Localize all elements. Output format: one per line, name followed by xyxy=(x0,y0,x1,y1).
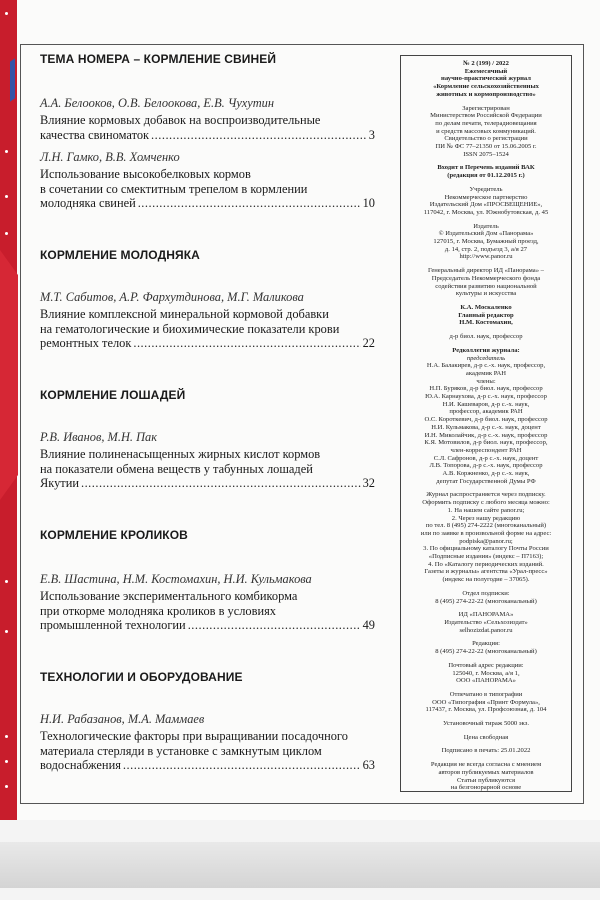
imprint-line: «Кормление сельскохозяйственных xyxy=(433,83,539,91)
entry-leader xyxy=(40,196,375,211)
imprint-line: 127015, г. Москва, Бумажный проезд, xyxy=(433,238,539,246)
imprint-line: ООО «Типография «Принт Формула», xyxy=(432,698,540,706)
imprint-line: Редакция не всегда согласна с мнением xyxy=(430,761,542,769)
edge-dot xyxy=(5,760,8,763)
imprint-line: Редколлегия журнала: xyxy=(452,346,520,354)
entry-leader xyxy=(40,618,375,633)
imprint-line: ISSN 2075–1524 xyxy=(463,150,509,158)
entry-title-line: ремонтных телок xyxy=(40,336,132,351)
entry-authors: Р.В. Иванов, М.Н. Пак xyxy=(40,430,158,444)
entry-authors: Л.Н. Гамко, В.В. Хомченко xyxy=(40,150,180,164)
imprint-block xyxy=(404,747,568,755)
imprint-line: «Подписные издания» (индекс – П7163); xyxy=(428,553,544,561)
entry-leader xyxy=(40,758,375,773)
imprint-line: по тел. 8 (495) 274-2222 (многоканальный) xyxy=(425,522,547,530)
entry-title-line: Использование экспериментального комбикорма xyxy=(40,588,298,603)
imprint-line: К.Я. Мотовилов, д-р биол. наук, профессор, xyxy=(424,439,548,447)
imprint-line: С.Л. Сафронов, д-р с.-х. наук, доцент xyxy=(433,454,539,462)
imprint-block xyxy=(404,590,568,605)
imprint-line: или по заявке в произвольной форме на адрес: xyxy=(420,529,552,537)
section-title: КОРМЛЕНИЕ КРОЛИКОВ xyxy=(40,528,188,542)
imprint-line: Председатель Некоммерческого фонда xyxy=(431,274,541,282)
imprint-line: И.Н. Миколайчик, д-р с.-х. наук, профессор xyxy=(424,431,548,439)
entry-authors: Н.И. Рабазанов, М.А. Маммаев xyxy=(40,712,205,726)
imprint-line: животных и кормопроизводство» xyxy=(436,90,536,98)
imprint-line: Свидетельство о регистрации xyxy=(444,135,528,143)
imprint-line: Отдел подписки: xyxy=(462,589,510,597)
imprint-block xyxy=(404,720,568,728)
imprint-line: Отпечатано в типографии xyxy=(449,690,523,698)
toc-entry[interactable] xyxy=(40,430,375,491)
imprint-line: 8 (495) 274-22-22 (многоканальный) xyxy=(435,597,537,605)
entry-title-line: Использование высокобелковых кормов xyxy=(40,166,251,181)
imprint-line: Некоммерческое партнерство xyxy=(444,193,528,201)
imprint-line: selhozizdat.panor.ru xyxy=(459,626,513,634)
imprint-line: 3. По официальному каталогу Почты России xyxy=(423,545,549,553)
imprint-line: Цена свободная xyxy=(463,733,509,741)
imprint-line: депутат Государственной Думы РФ xyxy=(436,477,536,485)
imprint-block xyxy=(404,267,568,298)
edge-dot xyxy=(5,785,8,788)
imprint-line: Н.А. Балакирев, д-р с.-х. наук, профессор, xyxy=(426,362,546,370)
section-title: КОРМЛЕНИЕ ЛОШАДЕЙ xyxy=(40,388,186,402)
imprint-line: Л.В. Топорова, д-р с.-х. наук, профессор xyxy=(429,462,543,470)
imprint-line: содействия развитию национальной xyxy=(435,282,537,290)
imprint-block xyxy=(404,761,568,776)
entry-authors: М.Т. Сабитов, А.Р. Фархутдинова, М.Г. Маликова xyxy=(40,290,304,304)
imprint-line: Ю.А. Карнаухова, д-р с.-х. наук, профессор xyxy=(425,393,547,401)
imprint-line: и средств массовых коммуникаций. xyxy=(436,127,536,135)
imprint-block xyxy=(404,662,568,685)
imprint-line: Н.И. Кашеваров, д-р с.-х. наук, xyxy=(442,400,530,408)
entry-authors: А.А. Белооков, О.В. Белоокова, Е.В. Чухутин xyxy=(40,96,275,110)
imprint-line: Н.М. Костомахин, xyxy=(459,319,513,327)
entry-title-line: в сочетании со смектитным трепелом в кормлении xyxy=(40,181,308,196)
entry-leader xyxy=(40,476,375,491)
edge-dot xyxy=(5,12,8,15)
imprint-line: члены: xyxy=(476,377,496,385)
edge-dot xyxy=(5,580,8,583)
page-number: 3 xyxy=(368,127,375,142)
imprint-line: на безгонорарной основе xyxy=(450,784,522,792)
imprint-block xyxy=(404,312,568,327)
imprint-line: Н.И. Кульмакова, д-р с.-х. наук, доцент xyxy=(431,423,541,431)
imprint-line: 1. На нашем сайте panor.ru; xyxy=(447,506,525,514)
imprint-line: ООО «ПАНОРАМА» xyxy=(456,677,516,685)
imprint-block xyxy=(404,777,568,792)
imprint-line: Газеты и журналы» агентства «Урал-пресс» xyxy=(424,568,548,576)
imprint-line: © Издательский Дом «Панорама» xyxy=(438,230,534,238)
imprint-block xyxy=(404,734,568,742)
imprint-line: (индекс на полугодие – 37065). xyxy=(442,576,530,584)
entry-title-line: на гематологические и биохимические показатели крови xyxy=(40,321,340,336)
entry-title-line: Влияние полиненасыщенных жирных кислот кормов xyxy=(40,446,321,461)
scan-shadow xyxy=(0,842,600,888)
toc-entry[interactable] xyxy=(40,96,375,142)
entry-title-line: промышленной технологии xyxy=(40,618,186,633)
imprint-block xyxy=(404,164,568,179)
entry-title-line: на показатели обмена веществ у табунных лошадей xyxy=(40,461,313,476)
imprint-line: Оформить подписку с любого месяца можно: xyxy=(422,499,550,507)
edge-dot xyxy=(5,735,8,738)
imprint-block xyxy=(404,640,568,655)
imprint-line: Статьи публикуются xyxy=(456,776,515,784)
imprint-line: 8 (495) 274-22-22 (многоканальный) xyxy=(435,648,537,656)
imprint-line: Ежемесячный xyxy=(464,67,508,75)
imprint-line: академик РАН xyxy=(465,369,507,377)
imprint-line: Издательство «Сельхозиздат» xyxy=(444,619,528,626)
imprint-line: д-р биол. наук, профессор xyxy=(449,333,523,341)
imprint-line: член-корреспондент РАН xyxy=(450,446,522,454)
imprint-line: Зарегистрирован xyxy=(462,104,510,112)
imprint-block xyxy=(404,223,568,262)
entry-title-line: материала стерляди в установке с замкнутым циклом xyxy=(40,743,322,758)
imprint-line: Главный редактор xyxy=(458,311,514,319)
section-title: ТЕМА НОМЕРА – КОРМЛЕНИЕ СВИНЕЙ xyxy=(40,52,277,66)
toc-entry[interactable] xyxy=(40,712,375,773)
entry-leader xyxy=(40,128,375,143)
toc-entry[interactable] xyxy=(40,572,375,633)
page-number: 49 xyxy=(362,618,375,633)
imprint-line: д. 14, стр. 2, подъезд 3, а/я 27 xyxy=(444,245,528,253)
imprint-line: Почтовый адрес редакции: xyxy=(448,661,524,669)
imprint-block xyxy=(404,347,568,355)
section-title: ТЕХНОЛОГИИ И ОБОРУДОВАНИЕ xyxy=(40,670,243,684)
page-number: 63 xyxy=(362,758,375,773)
imprint-block xyxy=(404,362,568,485)
imprint-line: Входит в Перечень изданий ВАК xyxy=(437,164,535,172)
section-title: КОРМЛЕНИЕ МОЛОДНЯКА xyxy=(40,248,200,262)
imprint-line: О.С. Короткевич, д-р биол. наук, профессор xyxy=(424,416,548,424)
cover-edge-shape xyxy=(0,250,18,500)
imprint-block xyxy=(404,611,568,634)
entry-title-line: Технологические факторы при выращивании посадочного xyxy=(40,728,348,743)
imprint-line: ИД «ПАНОРАМА» xyxy=(458,611,514,619)
edge-dot xyxy=(5,630,8,633)
imprint-line: Н.П. Буряков, д-р биол. наук, профессор xyxy=(429,385,543,393)
imprint-block xyxy=(404,186,568,217)
edge-blue-stripe xyxy=(10,58,15,102)
imprint-block xyxy=(404,333,568,341)
imprint-block xyxy=(404,355,568,363)
imprint-line: Учредитель xyxy=(469,185,503,193)
imprint-block xyxy=(404,60,568,99)
imprint-line: Журнал распространяется через подписку. xyxy=(426,491,546,499)
entry-title-line: при откорме молодняка кроликов в условиях xyxy=(40,603,276,618)
imprint-line: 125040, г. Москва, а/я 1, xyxy=(452,669,520,677)
imprint-block xyxy=(404,491,568,583)
edge-dot xyxy=(5,232,8,235)
imprint-line: профессор, академик РАН xyxy=(449,408,523,416)
imprint-line: 117042, г. Москва, ул. Южнобутовская, д. 45 xyxy=(423,208,549,216)
imprint-block xyxy=(404,691,568,714)
page-number: 22 xyxy=(362,336,375,351)
edge-dot xyxy=(5,150,8,153)
imprint-line: культуры и искусства xyxy=(455,290,517,298)
entry-title-line: водоснабжения xyxy=(40,758,121,773)
entry-title-line: качества свиноматок xyxy=(40,127,150,142)
imprint-line: К.А. Москаленко xyxy=(460,303,512,311)
edge-dot xyxy=(5,195,8,198)
imprint-line: 117437, г. Москва, ул. Профсоюзная, д. 104 xyxy=(425,706,547,714)
imprint-line: авторов публикуемых материалов xyxy=(438,768,534,776)
entry-title-line: молодняка свиней xyxy=(40,196,136,211)
toc-entry[interactable] xyxy=(40,150,375,211)
entry-title-line: Якутии xyxy=(40,476,79,491)
page-number: 10 xyxy=(362,196,375,211)
entry-title-line: Влияние комплексной минеральной кормовой добавки xyxy=(40,306,329,321)
imprint-line: научно-практический журнал xyxy=(441,75,531,83)
imprint-block xyxy=(404,105,568,159)
imprint-line: http://www.panor.ru xyxy=(459,253,513,261)
imprint-line: Издательский Дом «ПРОСВЕЩЕНИЕ», xyxy=(429,201,543,209)
imprint-line: Министерством Российской Федерации xyxy=(430,112,542,120)
entry-leader xyxy=(40,336,375,351)
toc-entry[interactable] xyxy=(40,290,375,351)
imprint-line: Издатель xyxy=(473,222,499,230)
imprint-line: 2. Через нашу редакцию xyxy=(451,514,521,522)
imprint-line: Редакция: xyxy=(472,640,500,648)
entry-title-line: Влияние кормовых добавок на воспроизводительные xyxy=(40,112,321,127)
imprint-line: А.В. Коржненко, д-р с.-х. наук, xyxy=(442,470,530,478)
imprint-line: председатель xyxy=(466,354,506,362)
imprint-line: 4. По «Каталогу периодических изданий. xyxy=(428,560,544,568)
imprint-block xyxy=(404,304,568,312)
imprint-line: (редакция от 01.12.2015 г.) xyxy=(447,172,525,180)
imprint-line: Генеральный директор ИД «Панорама» – xyxy=(428,267,544,275)
imprint-line: podpiska@panor.ru; xyxy=(459,537,513,545)
imprint-line: Установочный тираж 5000 экз. xyxy=(442,720,530,728)
imprint-line: по делам печати, телерадиовещания xyxy=(435,119,537,127)
imprint-column xyxy=(400,55,572,792)
imprint-line: Подписано в печать: 25.01.2022 xyxy=(441,747,531,755)
imprint-line: ПИ № ФС 77–21350 от 15.06.2005 г. xyxy=(435,143,537,151)
imprint-line: № 2 (199) / 2022 xyxy=(463,60,509,67)
page-number: 32 xyxy=(362,476,375,491)
entry-authors: Е.В. Шастина, Н.М. Костомахин, Н.И. Кульмакова xyxy=(40,572,312,586)
